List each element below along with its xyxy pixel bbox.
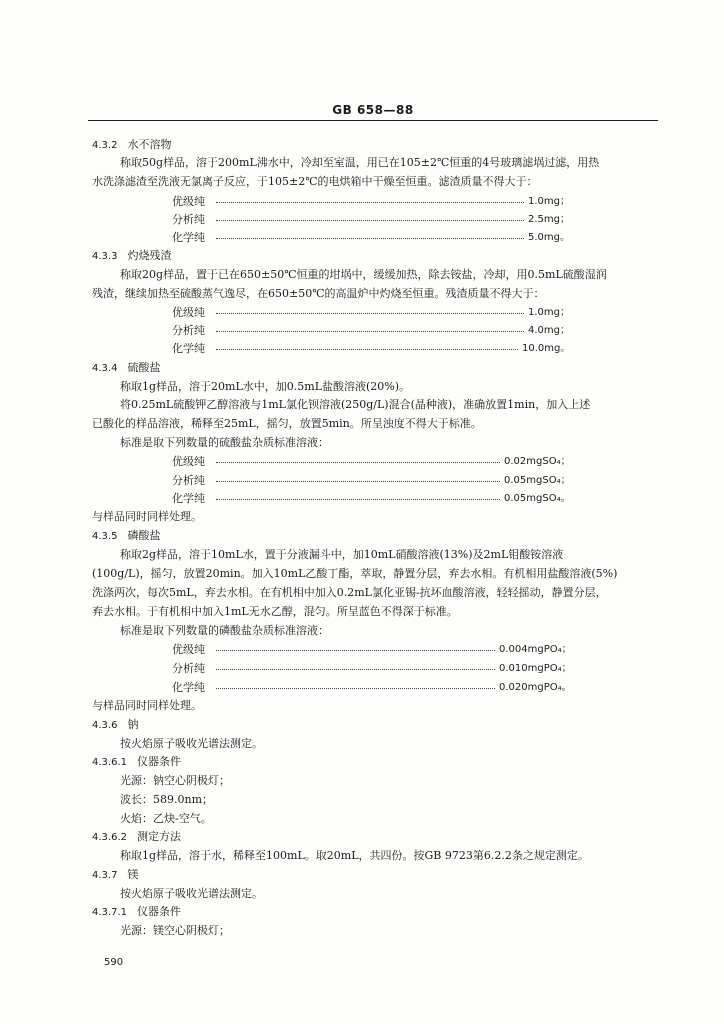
section-number: 4.3.7 xyxy=(92,870,118,881)
grade-label: 化学纯 xyxy=(172,492,205,505)
grade-label: 分析纯 xyxy=(172,662,205,675)
dot-leader xyxy=(216,202,524,203)
grade-limit-row xyxy=(172,492,582,506)
grade-label: 分析纯 xyxy=(172,474,205,487)
grade-label: 优级纯 xyxy=(172,195,205,208)
section-title: 测定方法 xyxy=(137,830,181,843)
continuation-line: 水洗涤滤渣至洗液无氯离子反应，于105±2℃的电烘箱中干燥至恒重。滤渣质量不得大于： xyxy=(92,175,538,188)
dot-leader xyxy=(216,499,500,500)
grade-limit-row xyxy=(172,195,582,209)
limit-value: 2.5mg； xyxy=(524,213,570,227)
paragraph-line: 标准是取下列数量的硫酸盐杂质标准溶液： xyxy=(120,436,329,449)
section-title: 镁 xyxy=(127,868,139,881)
grade-limit-row xyxy=(172,643,582,657)
continuation-line: (100g/L)，摇匀，放置20min。加入10mL乙酸丁酯，萃取，静置分层，弃去水相。有机相用盐酸溶液(5%) xyxy=(92,567,618,580)
section-number: 4.3.7.1 xyxy=(92,907,127,918)
continuation-line: 已酸化的样品溶液，稀释至25mL，摇匀，放置5min。所呈浊度不得大于标准。 xyxy=(92,417,482,430)
section-number: 4.3.3 xyxy=(92,251,118,262)
paragraph-line: 火焰：乙炔-空气。 xyxy=(120,812,212,825)
grade-limit-row xyxy=(172,342,582,356)
dot-leader xyxy=(216,688,495,689)
section-number: 4.3.4 xyxy=(92,363,118,374)
section-title: 磷酸盐 xyxy=(127,529,161,542)
section-heading xyxy=(92,868,138,883)
grade-label: 化学纯 xyxy=(172,231,205,244)
grade-limit-row xyxy=(172,662,582,676)
section-title: 硫酸盐 xyxy=(127,361,161,374)
grade-label: 优级纯 xyxy=(172,306,205,319)
paragraph-line: 称取2g样品，溶于10mL水，置于分液漏斗中，加10mL硝酸溶液(13%)及2mL钼酸铵溶液 xyxy=(120,548,564,561)
paragraph-line: 称取1g样品，溶于20mL水中，加0.5mL盐酸溶液(20%)。 xyxy=(120,380,411,393)
grade-limit-row xyxy=(172,213,582,227)
limit-value: 0.010mgPO₄； xyxy=(495,662,572,676)
paragraph-line: 称取20g样品，置于已在650±50℃恒重的坩埚中，缓缓加热，除去铵盐，冷却，用0.5mL硫酸湿润 xyxy=(120,268,607,281)
section-heading xyxy=(92,718,138,733)
grade-label: 分析纯 xyxy=(172,213,205,226)
limit-value: 0.05mgSO₄； xyxy=(500,474,571,488)
dot-leader xyxy=(216,650,495,651)
continuation-line: 与样品同时同样处理。 xyxy=(92,699,202,712)
section-title: 仪器条件 xyxy=(137,905,181,918)
grade-label: 优级纯 xyxy=(172,643,205,656)
paragraph-line: 光源：钠空心阴极灯； xyxy=(120,774,230,787)
limit-value: 0.004mgPO₄； xyxy=(495,643,572,657)
section-heading xyxy=(92,138,171,153)
paragraph-line: 将0.25mL硫酸钾乙醇溶液与1mL氯化钡溶液(250g/L)混合(晶种液)，准确放置1min，加入上述 xyxy=(120,398,591,411)
section-number: 4.3.2 xyxy=(92,140,118,151)
paragraph-line: 称取50g样品，溶于200mL沸水中，冷却至室温，用已在105±2℃恒重的4号玻璃滤埚过滤，用热 xyxy=(120,156,600,169)
section-number: 4.3.6 xyxy=(92,720,118,731)
limit-value: 10.0mg。 xyxy=(518,342,570,356)
paragraph-line: 光源：镁空心阴极灯； xyxy=(120,924,230,937)
continuation-line: 残渣，继续加热至硫酸蒸气逸尽，在650±50℃的高温炉中灼烧至恒重。残渣质量不得大于： xyxy=(92,287,545,300)
section-heading xyxy=(92,361,160,376)
paragraph-line: 按火焰原子吸收光谱法测定。 xyxy=(120,737,263,750)
limit-value: 1.0mg； xyxy=(524,195,570,209)
limit-value: 0.02mgSO₄； xyxy=(500,455,571,469)
dot-leader xyxy=(216,349,518,350)
section-heading xyxy=(92,905,181,920)
section-heading xyxy=(92,830,181,845)
limit-value: 0.020mgPO₄。 xyxy=(495,681,572,695)
continuation-line: 洗涤两次，每次5mL，弃去水相。在有机相中加入0.2mL氯化亚锡-抗坏血酸溶液，轻轻摇动，静置分层， xyxy=(92,586,607,599)
grade-limit-row xyxy=(172,306,582,320)
dot-leader xyxy=(216,481,500,482)
section-title: 仪器条件 xyxy=(137,755,181,768)
limit-value: 1.0mg； xyxy=(524,306,570,320)
section-heading xyxy=(92,529,160,544)
section-title: 钠 xyxy=(127,718,139,731)
grade-limit-row xyxy=(172,681,582,695)
section-number: 4.3.5 xyxy=(92,531,118,542)
grade-label: 分析纯 xyxy=(172,324,205,337)
paragraph-line: 按火焰原子吸收光谱法测定。 xyxy=(120,887,263,900)
continuation-line: 与样品同时同样处理。 xyxy=(92,510,202,523)
section-number: 4.3.6.1 xyxy=(92,757,127,768)
limit-value: 5.0mg。 xyxy=(524,231,570,245)
dot-leader xyxy=(216,669,495,670)
grade-limit-row xyxy=(172,474,582,488)
paragraph-line: 称取1g样品，溶于水，稀释至100mL。取20mL，共四份。按GB 9723第6.2.2条之规定测定。 xyxy=(120,849,589,862)
grade-label: 化学纯 xyxy=(172,342,205,355)
limit-value: 0.05mgSO₄。 xyxy=(500,492,571,506)
section-number: 4.3.6.2 xyxy=(92,832,127,843)
grade-limit-row xyxy=(172,455,582,469)
paragraph-line: 标准是取下列数量的磷酸盐杂质标准溶液： xyxy=(120,624,329,637)
section-heading xyxy=(92,755,181,770)
page-header xyxy=(88,98,658,121)
standard-code: GB 658—88 xyxy=(332,103,414,117)
section-title: 灼烧残渣 xyxy=(127,249,172,262)
page-number: 590 xyxy=(104,957,124,968)
section-title: 水不溶物 xyxy=(127,138,172,151)
continuation-line: 弃去水相。于有机相中加入1mL无水乙醇，混匀。所呈蓝色不得深于标准。 xyxy=(92,605,458,618)
dot-leader xyxy=(216,220,524,221)
grade-limit-row xyxy=(172,231,582,245)
section-heading xyxy=(92,249,171,264)
limit-value: 4.0mg； xyxy=(524,324,570,338)
dot-leader xyxy=(216,462,500,463)
dot-leader xyxy=(216,238,524,239)
grade-limit-row xyxy=(172,324,582,338)
dot-leader xyxy=(216,331,524,332)
paragraph-line: 波长：589.0nm； xyxy=(120,793,214,806)
grade-label: 优级纯 xyxy=(172,455,205,468)
dot-leader xyxy=(216,313,524,314)
grade-label: 化学纯 xyxy=(172,681,205,694)
